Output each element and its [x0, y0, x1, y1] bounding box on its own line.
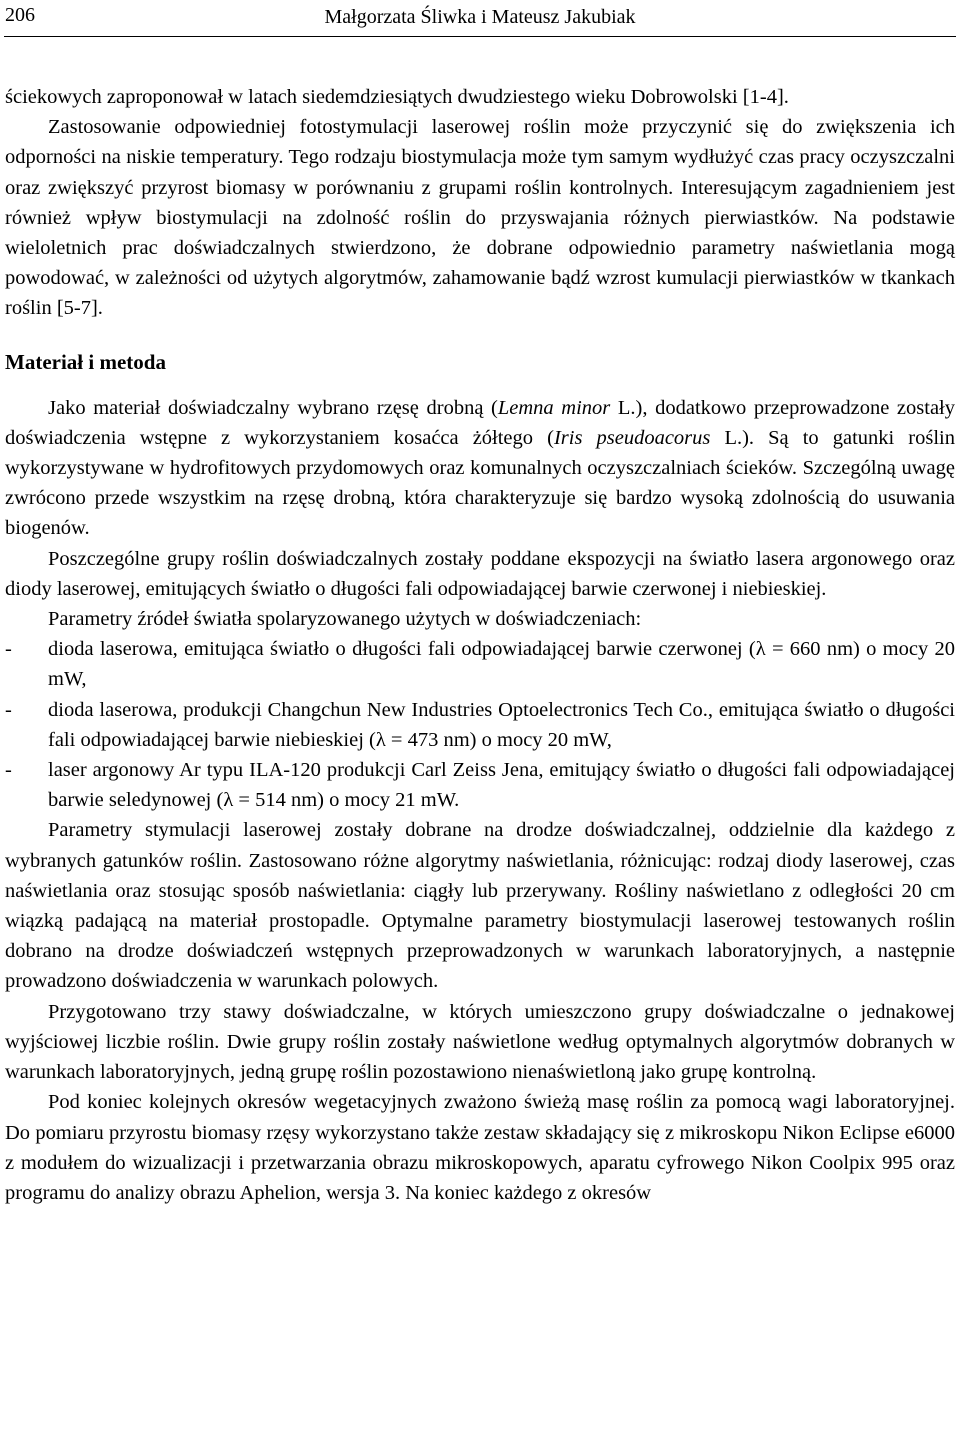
section-heading: Materiał i metoda [5, 349, 166, 374]
paragraph-3-text-b: L.), dodatkowo przeprowadzone zostały doświadczenia wstępne z wykorzystaniem kosaćca żółtego ( [5, 396, 955, 449]
latin-name-lemna: Lemna minor [497, 396, 611, 419]
paragraph-4: Poszczególne grupy roślin doświadczalnych zostały poddane ekspozycji na światło lasera argonowego oraz diody laserowej, emitujących światło o długości fali odpowiadającej barwie czerwonej i niebieskiej. [5, 547, 955, 600]
paragraph-3-text-a: Jako materiał doświadczalny wybrano rzęsę drobną ( [48, 396, 498, 419]
header-rule [4, 36, 956, 37]
list-item-text: dioda laserowa, emitująca światło o długości fali odpowiadającej barwie czerwonej (λ = 660 nm) o mocy 20 mW, [48, 638, 955, 691]
paragraph-3 [5, 393, 955, 544]
list-dash: - [5, 759, 12, 782]
list-item [5, 755, 955, 815]
page-number: 206 [5, 4, 35, 26]
running-head: Małgorzata Śliwka i Mateusz Jakubiak [324, 6, 636, 28]
paragraph-2: Zastosowanie odpowiedniej fotostymulacji laserowej roślin może przyczynić się do zwiększenia ich odporności na niskie temperatury. Tego rodzaju biostymulacja może tym samym wydłużyć czas pracy oczyszczalni oraz zwiększyć przyrost biomasy w porównaniu z grupami roślin kontrolnych. Interesującym zagadnieniem jest również wpływ biostymulacji na zdolność roślin do przyswajania różnych pierwiastków. Na podstawie wieloletnich prac doświadczalnych stwierdzono, że dobrane odpowiednio parametry naświetlania mogą powodować, w zależności od użytych algorytmów, zahamowanie bądź wzrost kumulacji pierwiastków w tkankach roślin [5-7]. [5, 116, 955, 320]
latin-name-iris: Iris pseudoacorus [553, 426, 711, 449]
list-item-text: laser argonowy Ar typu ILA-120 produkcji Carl Zeiss Jena, emitujący światło o długości fali odpowiadającej barwie seledynowej (λ = 514 nm) o mocy 21 mW. [48, 759, 955, 812]
list-item [5, 634, 955, 694]
light-source-list [5, 634, 955, 815]
paragraph-5: Parametry źródeł światła spolaryzowanego użytych w doświadczeniach: [48, 608, 642, 631]
article-body [5, 82, 955, 1208]
list-item-text: dioda laserowa, produkcji Changchun New Industries Optoelectronics Tech Co., emitująca światło o długości fali odpowiadającej barwie niebieskiej (λ = 473 nm) o mocy 20 mW, [48, 698, 955, 751]
paragraph-3-text-c: L.). Są to gatunki roślin wykorzystywane w hydrofitowych przydomowych oraz komunalnych oczyszczalniach ścieków. Szczególną uwagę zwrócono przede wszystkim na rzęsę drobną, która charakteryzuje się bardzo wysoką zdolnością do usuwania biogenów. [5, 426, 955, 540]
list-dash: - [5, 698, 12, 721]
paragraph-1: ściekowych zaproponował w latach siedemdziesiątych dwudziestego wieku Dobrowolski [1-4]. [5, 86, 789, 108]
paragraph-8: Pod koniec kolejnych okresów wegetacyjnych zważono świeżą masę roślin za pomocą wagi laboratoryjnej. Do pomiaru przyrostu biomasy rzęsy wykorzystano także zestaw składający się z mikroskopu Nikon Eclipse e6000 z modułem do wizualizacji i przetwarzania obrazu mikroskopowych, aparatu cyfrowego Nikon Coolpix 995 oraz programu do analizy obrazu Aphelion, wersja 3. Na koniec każdego z okresów [5, 1091, 955, 1204]
paragraph-7: Przygotowano trzy stawy doświadczalne, w których umieszczono grupy doświadczalne o jednakowej wyjściowej liczbie roślin. Dwie grupy roślin zostały naświetlone według optymalnych algorytmów dobranych w warunkach laboratoryjnych, jedną grupę roślin pozostawiono nienaświetloną jako grupę kontrolną. [5, 1000, 955, 1084]
page-header [0, 0, 960, 38]
list-item [5, 695, 955, 755]
list-dash: - [5, 638, 12, 661]
paragraph-6: Parametry stymulacji laserowej zostały dobrane na drodze doświadczalnej, oddzielnie dla każdego z wybranych gatunków roślin. Zastosowano różne algorytmy naświetlania, różnicując: rodzaj diody laserowej, czas naświetlania oraz stosując sposób naświetlania: ciągły lub przerywany. Rośliny naświetlano z odległości 20 cm wiązką padającą na materiał prostopadle. Optymalne parametry biostymulacji laserowej testowanych roślin dobrano na drodze doświadczeń wstępnych przeprowadzonych w warunkach laboratoryjnych, a następnie prowadzono doświadczenia w warunkach polowych. [5, 819, 955, 993]
